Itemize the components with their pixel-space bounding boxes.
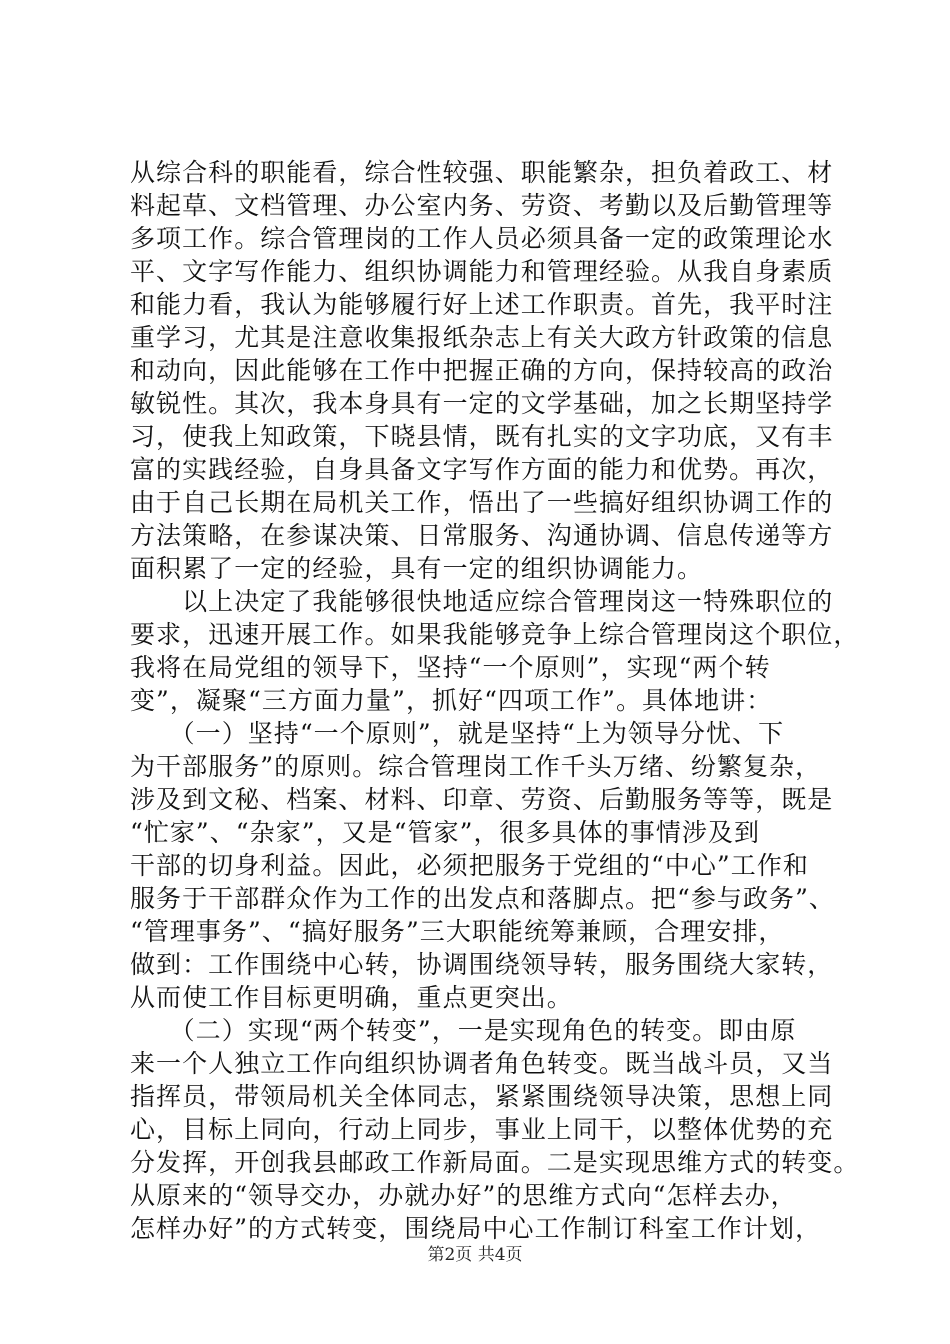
text-line: “忙家”、“杂家”，又是“管家”，很多具体的事情涉及到 — [130, 818, 761, 847]
text-line: 变”，凝聚“三方面力量”，抓好“四项工作”。具体地讲： — [130, 686, 773, 715]
text-line: 为干部服务”的原则。综合管理岗工作千头万绪、纷繁复杂， — [130, 752, 822, 781]
text-line: 要求，迅速开展工作。如果我能够竞争上综合管理岗这个职位， — [130, 620, 860, 649]
text-line: 重学习，尤其是注意收集报纸杂志上有关大政方针政策的信息 — [130, 323, 834, 352]
text-line: 服务于干部群众作为工作的出发点和落脚点。把“参与政务”、 — [130, 884, 835, 913]
text-line: 面积累了一定的经验，具有一定的组织协调能力。 — [130, 554, 704, 583]
text-line: 敏锐性。其次，我本身具有一定的文学基础，加之长期坚持学 — [130, 389, 834, 418]
text-line: 多项工作。综合管理岗的工作人员必须具备一定的政策理论水 — [130, 224, 834, 253]
text-line: 我将在局党组的领导下，坚持“一个原则”，实现“两个转 — [130, 653, 771, 682]
text-line: 怎样办好”的方式转变，围绕局中心工作制订科室工作计划， — [130, 1214, 822, 1243]
text-line: （二）实现“两个转变”，一是实现角色的转变。即由原 — [130, 1016, 797, 1045]
text-line: 指挥员，带领局机关全体同志，紧紧围绕领导决策，思想上同 — [130, 1082, 834, 1111]
text-line: 富的实践经验，自身具备文字写作方面的能力和优势。再次， — [130, 455, 834, 484]
text-line: 做到：工作围绕中心转，协调围绕领导转，服务围绕大家转， — [130, 950, 834, 979]
text-line: 从而使工作目标更明确，重点更突出。 — [130, 983, 573, 1012]
text-line: 心，目标上同向，行动上同步，事业上同干，以整体优势的充 — [130, 1115, 834, 1144]
text-line: 料起草、文档管理、办公室内务、劳资、考勤以及后勤管理等 — [130, 191, 834, 220]
text-line: 从综合科的职能看，综合性较强、职能繁杂，担负着政工、材 — [130, 158, 834, 187]
page-footer: 第2页 共4页 — [427, 1245, 523, 1265]
text-line: 和动向，因此能够在工作中把握正确的方向，保持较高的政治 — [130, 356, 834, 385]
text-line: “管理事务”、“搞好服务”三大职能统筹兼顾，合理安排， — [130, 917, 785, 946]
text-line: 来一个人独立工作向组织协调者角色转变。既当战斗员，又当 — [130, 1049, 834, 1078]
text-line: 和能力看，我认为能够履行好上述工作职责。首先，我平时注 — [130, 290, 834, 319]
document-body — [130, 156, 860, 1245]
text-line: 平、文字写作能力、组织协调能力和管理经验。从我自身素质 — [130, 257, 834, 286]
text-line: 习，使我上知政策，下晓县情，既有扎实的文字功底，又有丰 — [130, 422, 834, 451]
text-line: 以上决定了我能够很快地适应综合管理岗这一特殊职位的 — [130, 587, 834, 616]
text-line: 干部的切身利益。因此，必须把服务于党组的“中心”工作和 — [130, 851, 809, 880]
text-line: 涉及到文秘、档案、材料、印章、劳资、后勤服务等等，既是 — [130, 785, 834, 814]
text-line: 由于自己长期在局机关工作，悟出了一些搞好组织协调工作的 — [130, 488, 834, 517]
text-line: 分发挥，开创我县邮政工作新局面。二是实现思维方式的转变。 — [130, 1148, 860, 1177]
text-line: 方法策略，在参谋决策、日常服务、沟通协调、信息传递等方 — [130, 521, 834, 550]
text-line: （一）坚持“一个原则”，就是坚持“上为领导分忧、下 — [130, 719, 785, 748]
text-line: 从原来的“领导交办，办就办好”的思维方式向“怎样去办， — [130, 1181, 797, 1210]
